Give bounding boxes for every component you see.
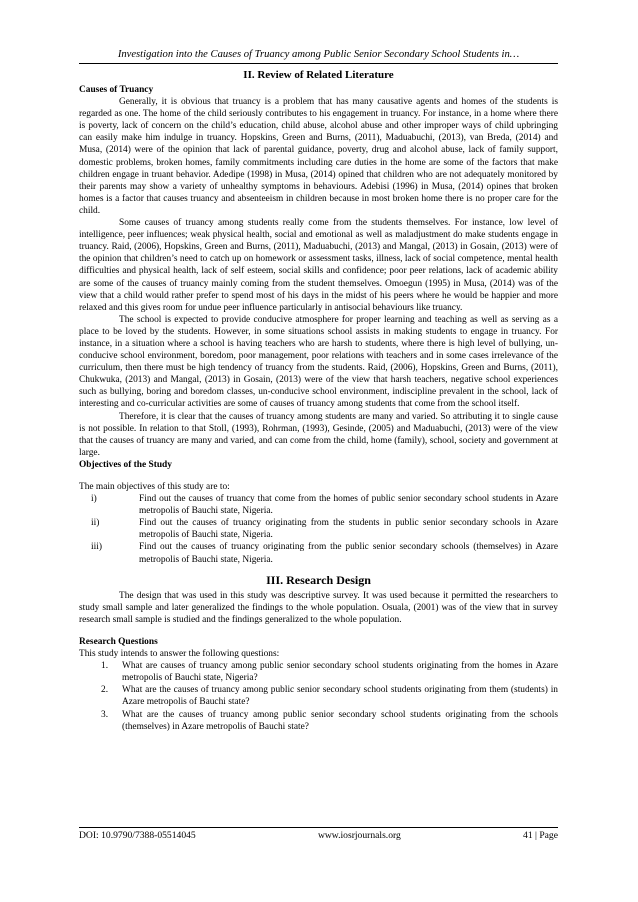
objective-text: Find out the causes of truancy that come from the homes of public senior secondary school students in Azare metropolis of Bauchi state, Nigeria. xyxy=(139,494,558,517)
question-text: What are the causes of truancy among public senior secondary school students originating from the schools (themselves) in Azare metropolis of Bauchi state? xyxy=(122,709,558,732)
paragraph-home-causes: Generally, it is obvious that truancy is a problem that has many causative agents and homes of the students is regarded as one. The home of the child seriously contributes to his engagement in truancy. For instance, in a home where there is poverty, lack of concern on the child’s education, child abuse, alcohol abuse and other improper ways of child upbringing can easily make him indulge in truancy. Hopskins, Green and Burns, (2011), Maduabuchi, (2013), van Breda, (2014) and Musa, (2014) were of the opinion that lack of parental guidance, poverty, drug and alcohol abuse, lack of family support, domestic problems, broken homes, family commitments including care duties in the home are some of the factors that make children engage in truant behavior. Adedipe (1998) in Musa, (2014) opined that children who are not adequately monitored by their parents may show a variety of unhealthy symptoms in behaviours. Adebisi (1996) in Musa, (2014) opines that broken homes is a factor that causes truancy and absenteeism in children because in most broken home there is no proper care for the child. xyxy=(79,97,558,216)
section-title-research-design: III. Research Design xyxy=(266,572,371,587)
objective-item xyxy=(79,493,558,517)
causes-heading: Causes of Truancy xyxy=(79,85,154,95)
objective-item xyxy=(79,541,558,565)
header-rule xyxy=(79,63,558,64)
research-question-item xyxy=(79,709,558,733)
footer-row xyxy=(79,829,558,843)
paragraph-school-causes: The school is expected to provide conducive atmosphere for proper learning and teaching as well as serving as a place to be loved by the students. However, in some situations school assists in making students to engage in truancy. For instance, in a situation where a school is having teachers who are harsh to students, where there is high level of bullying, un-conducive school environment, boredom, poor management, poor relations with teachers and in some cases irrelevance of the curriculum, then there must be high tendency of truancy from the students. Raid, (2006), Hopskins, Green and Burns, (2011), Chukwuka, (2013) and Mangal, (2013) in Gosain, (2013) were of the view that harsh teachers, negative school experiences such as bullying, boring and boredom classes, un-conducive school environment, indiscipline prevalent in the school, lack of interesting and co-curricular activities are some of causes of truancy among students that come from the school itself. xyxy=(79,314,558,410)
objective-number: ii) xyxy=(91,518,100,529)
objective-text: Find out the causes of truancy originating from the students in public senior secondary schools in Azare metropolis of Bauchi state, Nigeria. xyxy=(139,518,558,541)
objective-number: iii) xyxy=(91,542,102,553)
objectives-heading: Objectives of the Study xyxy=(79,459,172,470)
question-text: What are the causes of truancy among public senior secondary school students originating from them (students) in Azare metropolis of Bauchi state? xyxy=(122,685,558,708)
research-questions-intro: This study intends to answer the following questions: xyxy=(79,649,280,660)
research-question-item xyxy=(79,684,558,708)
paragraph-conclusion: Therefore, it is clear that the causes of truancy among students are many and varied. So attributing it to single cause is not possible. In relation to that Stoll, (1993), Rohrman, (1993), Gesinde, (2005) and Maduabuchi, (2013) were of the view that the causes of truancy are many and varied, and can come from the child, home (family), school, society and government at large. xyxy=(79,411,558,458)
question-number: 1. xyxy=(101,661,109,672)
objective-number: i) xyxy=(91,494,97,505)
page-footer xyxy=(79,827,558,843)
research-questions-list xyxy=(79,660,558,733)
question-number: 3. xyxy=(101,709,109,720)
research-question-item xyxy=(79,660,558,684)
section-title-review: II. Review of Related Literature xyxy=(243,69,394,81)
paragraph-research-design: The design that was used in this study was descriptive survey. It was used because it permitted the researchers to study small sample and later generalized the findings to the whole population. Osuala, (2001) was of the view that in survey research small sample is studied and the findings generalized to the whole population. xyxy=(79,590,558,625)
footer-website: www.iosrjournals.org xyxy=(317,830,401,841)
objective-text: Find out the causes of truancy originating from the public senior secondary schools (themselves) in Azare metropolis of Bauchi state, Nigeria. xyxy=(139,542,558,565)
running-header: Investigation into the Causes of Truancy among Public Senior Secondary School Students in… xyxy=(117,49,520,60)
objectives-intro: The main objectives of this study are to: xyxy=(79,482,230,492)
research-questions-heading: Research Questions xyxy=(79,636,158,647)
objectives-list xyxy=(79,493,558,566)
footer-doi: DOI: 10.9790/7388-05514045 xyxy=(79,830,196,841)
spacer xyxy=(79,471,558,481)
question-text: What are causes of truancy among public senior secondary school students originating from the homes in Azare metropolis of Bauchi state, Nigeria? xyxy=(122,661,558,684)
spacer xyxy=(79,626,558,636)
footer-page-number: 41 | Page xyxy=(523,830,558,841)
footer-rule xyxy=(79,827,558,828)
paragraph-student-causes: Some causes of truancy among students really come from the students themselves. For instance, low level of intelligence, peer influences; weak physical health, social and emotional as well as maladjustment do make students engage in truancy. Raid, (2006), Hopskins, Green and Burns, (2011), Maduabuchi, (2013) and Mangal, (2013) in Gosain, (2013) were of the opinion that children’s need to catch up on homework or assessment tasks, illness, lack of social competence, mental health difficulties and physical health, lack of self esteem, social skills and confidence; poor peer relations, lack of academic ability are some of the causes of truancy mainly coming from the student themselves. Omoegun (1995) in Musa, (2014) was of the view that a child would rather prefer to spend most of his days in the midst of his peers where he would be happier and more relaxed and this gives room for undue peer influence particularly in antisocial behaviours like truancy. xyxy=(79,218,558,313)
objective-item xyxy=(79,517,558,541)
question-number: 2. xyxy=(101,685,109,696)
